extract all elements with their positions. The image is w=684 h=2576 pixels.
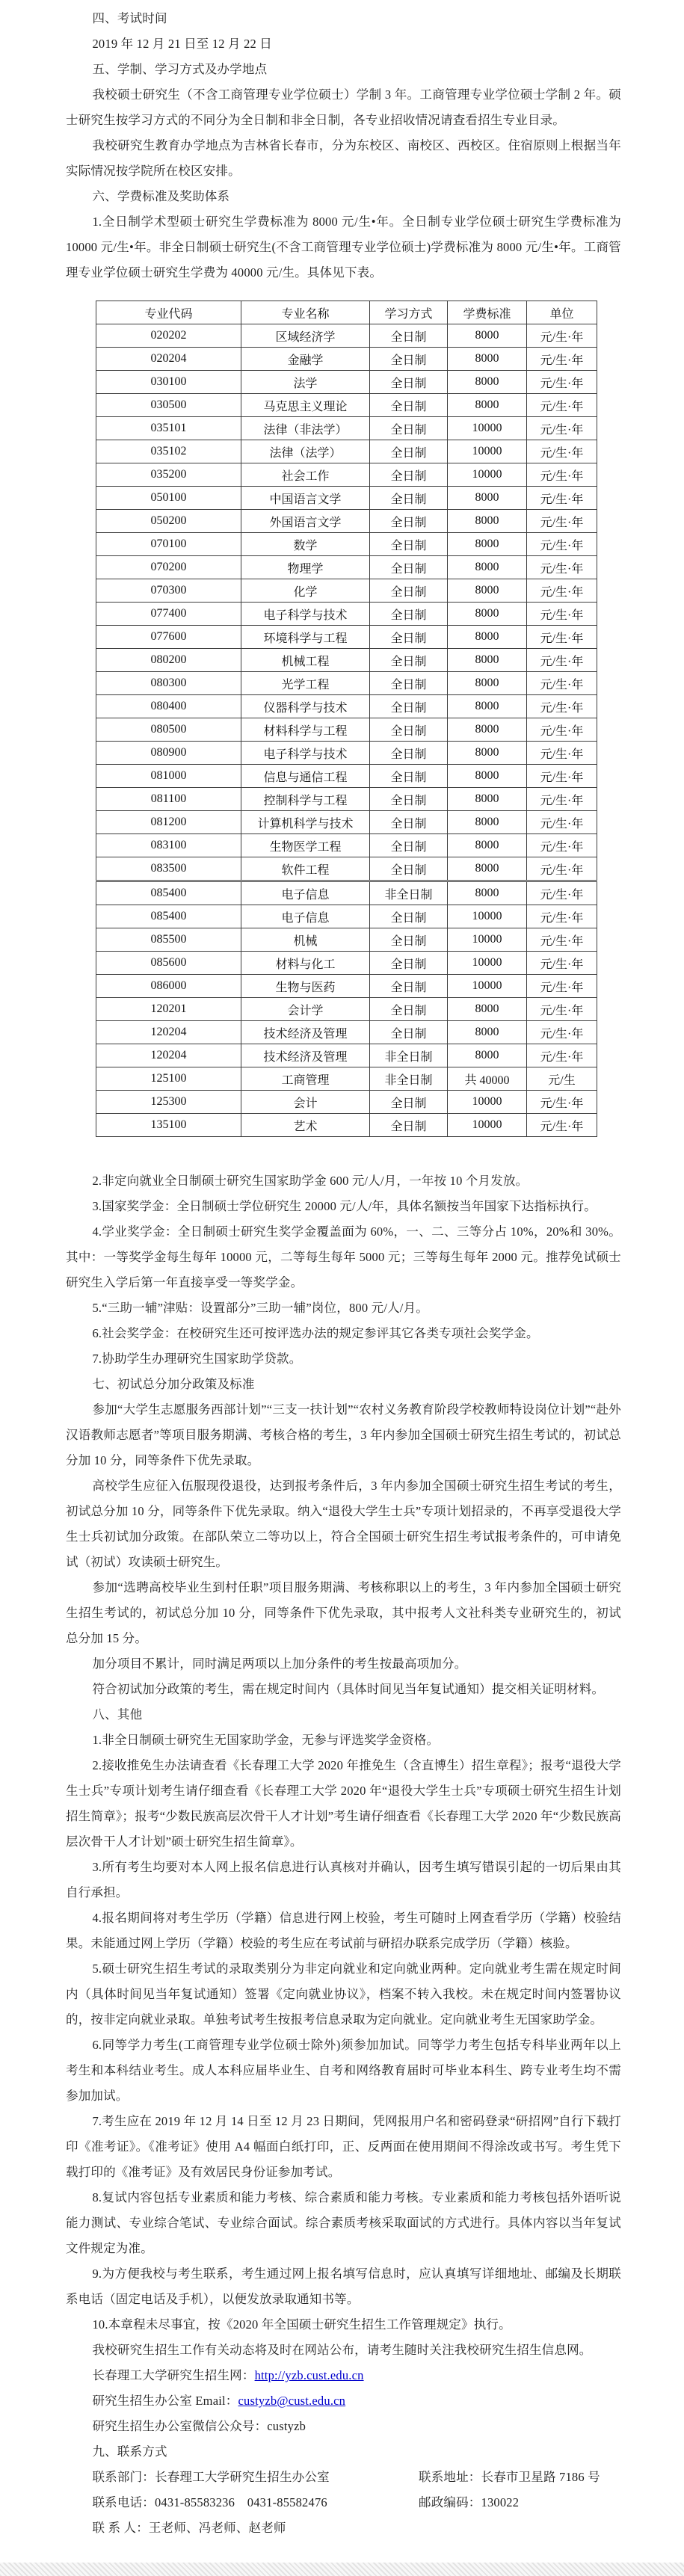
table-cell: 材料与化工 <box>241 952 370 975</box>
table-cell: 元/生·年 <box>527 440 597 463</box>
table-cell: 全日制 <box>370 695 448 718</box>
paragraph: 9.为方便我校与考生联系，考生通过网上报名填写信息时，应认真填写详细地址、邮编及长期联系电话（固定电话及手机），以便发放录取通知书等。 <box>66 2267 621 2306</box>
table-header-cell: 学习方式 <box>370 301 448 324</box>
link-line <box>66 2363 621 2388</box>
table-cell: 全日制 <box>370 440 448 463</box>
paragraph: 3.国家奖学金：全日制硕士学位研究生 20000 元/人/年，具体名额按当年国家下达指标执行。 <box>92 1199 597 1213</box>
table-cell: 元/生·年 <box>527 788 597 811</box>
table-cell: 全日制 <box>370 998 448 1021</box>
table-cell: 元/生·年 <box>527 834 597 857</box>
table-row <box>96 603 597 626</box>
table-cell: 元/生·年 <box>527 579 597 603</box>
table-cell: 金融学 <box>241 348 370 371</box>
table-cell: 全日制 <box>370 556 448 579</box>
admissions-email-link[interactable]: custyzb@cust.edu.cn <box>238 2394 346 2408</box>
table-cell: 元/生·年 <box>527 417 597 440</box>
table-cell: 法律（法学） <box>241 440 370 463</box>
table-row <box>96 765 597 788</box>
table-row <box>96 672 597 695</box>
table-cell: 10000 <box>448 463 527 487</box>
contact-right: 邮政编码：130022 <box>419 2495 520 2509</box>
table-row <box>96 556 597 579</box>
table-cell: 8000 <box>448 649 527 672</box>
table-cell: 生物与医药 <box>241 975 370 998</box>
table-row <box>96 788 597 811</box>
table-cell: 会计 <box>241 1091 370 1114</box>
table-row <box>96 1114 597 1137</box>
table-cell: 全日制 <box>370 603 448 626</box>
table-cell: 085500 <box>96 928 241 952</box>
table-cell: 020202 <box>96 324 241 348</box>
table-cell: 元/生·年 <box>527 695 597 718</box>
table-cell: 8000 <box>448 1021 527 1044</box>
table-cell: 081100 <box>96 788 241 811</box>
table-cell: 全日制 <box>370 975 448 998</box>
paragraph: 1.非全日制硕士研究生无国家助学金，无参与评选奖学金资格。 <box>92 1733 440 1747</box>
table-cell: 全日制 <box>370 510 448 533</box>
table-cell: 物理学 <box>241 556 370 579</box>
table-cell: 元/生·年 <box>527 765 597 788</box>
table-row <box>96 371 597 394</box>
table-cell: 10000 <box>448 952 527 975</box>
paragraph: 5.硕士研究生招生考试的录取类别分为非定向就业和定向就业两种。定向就业考生需在规定时间内（具体时间见当年复试通知）签署《定向就业协议》，档案不转入我校。未在规定时间内签署协议的，按非定向就业录取。单独考试考生按报考信息录取为定向就业。定向就业考生无国家助学金。 <box>66 1962 621 2027</box>
table-cell: 050200 <box>96 510 241 533</box>
table-cell: 8000 <box>448 998 527 1021</box>
table-cell: 元/生·年 <box>527 348 597 371</box>
table-cell: 8000 <box>448 371 527 394</box>
paragraph: 我校研究生招生工作有关动态将及时在网站公布，请考生随时关注我校研究生招生信息网。 <box>92 2343 592 2357</box>
table-cell: 外国语言文学 <box>241 510 370 533</box>
table-row <box>96 440 597 463</box>
section-heading: 六、学费标准及奖助体系 <box>92 189 230 203</box>
table-cell: 全日制 <box>370 348 448 371</box>
table-cell: 元/生·年 <box>527 1044 597 1067</box>
table-cell: 元/生·年 <box>527 998 597 1021</box>
paragraph: 参加“大学生志愿服务西部计划”“三支一扶计划”“农村义务教育阶段学校教师特设岗位计划”“赴外汉语教师志愿者”等项目服务期满、考核合格的考生，3 年内参加全国硕士研究生招生考试的，初试总分加 10 分，同等条件下优先录取。 <box>66 1402 621 1467</box>
table-cell: 077600 <box>96 626 241 649</box>
table-cell: 120204 <box>96 1044 241 1067</box>
table-row <box>96 1091 597 1114</box>
table-cell: 070100 <box>96 533 241 556</box>
table-cell: 10000 <box>448 905 527 928</box>
table-row <box>96 649 597 672</box>
paragraph: 加分项目不累计，同时满足两项以上加分条件的考生按最高项加分。 <box>92 1657 467 1671</box>
table-cell: 083500 <box>96 857 241 881</box>
table-cell: 全日制 <box>370 649 448 672</box>
table-cell: 法律（非法学） <box>241 417 370 440</box>
table-cell: 元/生·年 <box>527 881 597 905</box>
table-cell: 生物医学工程 <box>241 834 370 857</box>
table-cell: 非全日制 <box>370 1067 448 1091</box>
paragraph: 8.复试内容包括专业素质和能力考核、综合素质和能力考核。专业素质和能力考核包括外语听说能力测试、专业综合笔试、专业综合面试。综合素质考核采取面试的方式进行。具体内容以当年复试文件规定为准。 <box>66 2190 621 2255</box>
table-cell: 元/生·年 <box>527 952 597 975</box>
table-cell: 材料科学与工程 <box>241 718 370 742</box>
table-cell: 8000 <box>448 348 527 371</box>
table-cell: 030100 <box>96 371 241 394</box>
table-cell: 环境科学与工程 <box>241 626 370 649</box>
table-cell: 元/生·年 <box>527 510 597 533</box>
table-row <box>96 510 597 533</box>
table-cell: 法学 <box>241 371 370 394</box>
table-cell: 全日制 <box>370 417 448 440</box>
contact-right: 联系地址：长春市卫星路 7186 号 <box>419 2470 600 2484</box>
table-cell: 全日制 <box>370 742 448 765</box>
table-cell: 8000 <box>448 1044 527 1067</box>
table-cell: 8000 <box>448 788 527 811</box>
table-cell: 控制科学与工程 <box>241 788 370 811</box>
table-cell: 会计学 <box>241 998 370 1021</box>
table-cell: 全日制 <box>370 811 448 834</box>
table-cell: 艺术 <box>241 1114 370 1137</box>
table-cell: 元/生·年 <box>527 626 597 649</box>
table-row <box>96 533 597 556</box>
table-cell: 全日制 <box>370 1091 448 1114</box>
table-cell: 信息与通信工程 <box>241 765 370 788</box>
table-cell: 元/生·年 <box>527 371 597 394</box>
table-cell: 080200 <box>96 649 241 672</box>
table-cell: 全日制 <box>370 371 448 394</box>
paragraph: 3.所有考生均要对本人网上报名信息进行认真核对并确认，因考生填写错误引起的一切后果由其自行承担。 <box>66 1860 621 1899</box>
table-cell: 全日制 <box>370 765 448 788</box>
paragraph: 2.非定向就业全日制硕士研究生国家助学金 600 元/人/月，一年按 10 个月发放。 <box>92 1174 529 1188</box>
table-cell: 8000 <box>448 394 527 417</box>
section-heading: 七、初试总分加分政策及标准 <box>92 1377 255 1391</box>
table-cell: 035101 <box>96 417 241 440</box>
table-cell: 070300 <box>96 579 241 603</box>
table-cell: 8000 <box>448 742 527 765</box>
table-row <box>96 626 597 649</box>
table-cell: 8000 <box>448 672 527 695</box>
table-cell: 马克思主义理论 <box>241 394 370 417</box>
section-heading: 九、联系方式 <box>92 2444 167 2459</box>
table-cell: 8000 <box>448 487 527 510</box>
table-cell: 光学工程 <box>241 672 370 695</box>
table-cell: 全日制 <box>370 952 448 975</box>
table-header-cell: 单位 <box>527 301 597 324</box>
table-cell: 元/生·年 <box>527 811 597 834</box>
table-cell: 元/生·年 <box>527 857 597 881</box>
table-cell: 非全日制 <box>370 881 448 905</box>
table-cell: 120201 <box>96 998 241 1021</box>
table-cell: 元/生·年 <box>527 1021 597 1044</box>
paragraph: 7.考生应在 2019 年 12 月 14 日至 12 月 23 日期间，凭网报用户名和密码登录“研招网”自行下载打印《准考证》。《准考证》使用 A4 幅面白纸打印，正、反两面在使用期间不得涂改或书写。考生凭下载打印的《准考证》及有效居民身份证参加考试。 <box>66 2114 621 2179</box>
table-cell: 8000 <box>448 626 527 649</box>
table-cell: 元/生·年 <box>527 718 597 742</box>
paragraph: 联 系 人：王老师、冯老师、赵老师 <box>92 2521 286 2535</box>
table-cell: 全日制 <box>370 788 448 811</box>
link-line <box>66 2388 621 2414</box>
link-prefix: 研究生招生办公室 Email： <box>92 2394 238 2408</box>
table-cell: 非全日制 <box>370 1044 448 1067</box>
table-cell: 电子信息 <box>241 881 370 905</box>
table-cell: 社会工作 <box>241 463 370 487</box>
table-cell: 8000 <box>448 510 527 533</box>
table-cell: 元/生·年 <box>527 975 597 998</box>
table-cell: 030500 <box>96 394 241 417</box>
table-cell: 081000 <box>96 765 241 788</box>
table-cell: 125100 <box>96 1067 241 1091</box>
table-cell: 元/生·年 <box>527 742 597 765</box>
table-cell: 元/生·年 <box>527 533 597 556</box>
table-row <box>96 998 597 1021</box>
table-cell: 077400 <box>96 603 241 626</box>
table-cell: 全日制 <box>370 857 448 881</box>
table-cell: 全日制 <box>370 533 448 556</box>
table-cell: 085600 <box>96 952 241 975</box>
table-cell: 全日制 <box>370 1021 448 1044</box>
table-cell: 8000 <box>448 324 527 348</box>
paragraph: 10.本章程未尽事宜，按《2020 年全国硕士研究生招生工作管理规定》执行。 <box>92 2317 511 2332</box>
paragraph: 1.全日制学术型硕士研究生学费标准为 8000 元/生•年。全日制专业学位硕士研究生学费标准为 10000 元/生•年。非全日制硕士研究生(不含工商管理专业学位硕士)学费标准为 8000 元/生•年。工商管理专业学位硕士研究生学费为 40000 元/生。具体见下表。 <box>66 215 621 280</box>
table-cell: 035200 <box>96 463 241 487</box>
table-cell: 全日制 <box>370 394 448 417</box>
table-row <box>96 1044 597 1067</box>
section-heading: 五、学制、学习方式及办学地点 <box>92 62 268 76</box>
table-cell: 技术经济及管理 <box>241 1044 370 1067</box>
table-row <box>96 487 597 510</box>
admissions-site-link[interactable]: http://yzb.cust.edu.cn <box>254 2368 364 2382</box>
table-cell: 8000 <box>448 811 527 834</box>
tuition-fee-table <box>96 301 597 1137</box>
table-cell: 元/生·年 <box>527 487 597 510</box>
table-cell: 全日制 <box>370 672 448 695</box>
table-cell: 计算机科学与技术 <box>241 811 370 834</box>
table-cell: 8000 <box>448 765 527 788</box>
table-cell: 软件工程 <box>241 857 370 881</box>
paragraph: 7.协助学生办理研究生国家助学贷款。 <box>92 1352 302 1366</box>
table-cell: 数学 <box>241 533 370 556</box>
table-row <box>96 905 597 928</box>
table-row <box>96 857 597 881</box>
table-cell: 080500 <box>96 718 241 742</box>
table-row <box>96 394 597 417</box>
table-cell: 全日制 <box>370 928 448 952</box>
table-cell: 10000 <box>448 975 527 998</box>
table-cell: 125300 <box>96 1091 241 1114</box>
table-cell: 元/生·年 <box>527 1114 597 1137</box>
table-cell: 全日制 <box>370 463 448 487</box>
table-cell: 035102 <box>96 440 241 463</box>
table-cell: 080400 <box>96 695 241 718</box>
table-row <box>96 1067 597 1091</box>
table-cell: 元/生·年 <box>527 649 597 672</box>
table-cell: 050100 <box>96 487 241 510</box>
table-header-cell: 专业名称 <box>241 301 370 324</box>
table-cell: 8000 <box>448 695 527 718</box>
table-row <box>96 928 597 952</box>
table-cell: 工商管理 <box>241 1067 370 1091</box>
content-blocks <box>66 6 621 2541</box>
table-cell: 化学 <box>241 579 370 603</box>
contact-left: 联系部门：长春理工大学研究生招生办公室 <box>92 2470 330 2484</box>
table-cell: 8000 <box>448 556 527 579</box>
table-cell: 085400 <box>96 905 241 928</box>
page-bottom-hatch <box>0 2563 684 2576</box>
table-cell: 元/生·年 <box>527 556 597 579</box>
table-row <box>96 695 597 718</box>
table-cell: 机械工程 <box>241 649 370 672</box>
table-cell: 8000 <box>448 533 527 556</box>
table-row <box>96 579 597 603</box>
table-cell: 全日制 <box>370 579 448 603</box>
table-cell: 083100 <box>96 834 241 857</box>
table-row <box>96 417 597 440</box>
contact-line <box>66 2465 621 2490</box>
table-cell: 全日制 <box>370 834 448 857</box>
paragraph: 参加“选聘高校毕业生到村任职”项目服务期满、考核称职以上的考生，3 年内参加全国硕士研究生招生考试的，初试总分加 10 分，同等条件下优先录取，其中报考人文社科类专业研究生的，初试总分加 15 分。 <box>66 1580 621 1645</box>
table-cell: 共 40000 <box>448 1067 527 1091</box>
table-cell: 081200 <box>96 811 241 834</box>
table-cell: 8000 <box>448 834 527 857</box>
table-cell: 中国语言文学 <box>241 487 370 510</box>
table-cell: 全日制 <box>370 718 448 742</box>
table-cell: 全日制 <box>370 626 448 649</box>
paragraph: 高校学生应征入伍服现役退役，达到报考条件后，3 年内参加全国硕士研究生招生考试的考生，初试总分加 10 分，同等条件下优先录取。纳入“退役大学生士兵”专项计划招录的，不再享受退役大学生士兵初试加分政策。在部队荣立二等功以上，符合全国硕士研究生招生考试报考条件的，可申请免试（初试）攻读硕士研究生。 <box>66 1479 621 1569</box>
table-cell: 元/生·年 <box>527 1091 597 1114</box>
table-cell: 电子科学与技术 <box>241 603 370 626</box>
table-cell: 070200 <box>96 556 241 579</box>
table-row <box>96 975 597 998</box>
table-cell: 10000 <box>448 928 527 952</box>
table-cell: 10000 <box>448 440 527 463</box>
paragraph: 2019 年 12 月 21 日至 12 月 22 日 <box>92 37 272 51</box>
table-cell: 元/生·年 <box>527 394 597 417</box>
table-cell: 8000 <box>448 881 527 905</box>
table-cell: 全日制 <box>370 487 448 510</box>
table-cell: 元/生·年 <box>527 463 597 487</box>
table-cell: 8000 <box>448 603 527 626</box>
table-row <box>96 742 597 765</box>
table-header-row <box>96 301 597 324</box>
table-cell: 085400 <box>96 881 241 905</box>
table-cell: 元/生·年 <box>527 905 597 928</box>
table-cell: 电子信息 <box>241 905 370 928</box>
table-cell: 区域经济学 <box>241 324 370 348</box>
table-row <box>96 463 597 487</box>
paragraph: 6.同等学力考生(工商管理专业学位硕士除外)须参加加试。同等学力考生包括专科毕业两年以上考生和本科结业考生。成人本科应届毕业生、自考和网络教育届时可毕业本科生、跨专业考生均不需参加加试。 <box>66 2038 621 2103</box>
table-cell: 020204 <box>96 348 241 371</box>
table-row <box>96 1021 597 1044</box>
table-cell: 8000 <box>448 718 527 742</box>
table-cell: 全日制 <box>370 905 448 928</box>
table-cell: 元/生·年 <box>527 672 597 695</box>
paragraph: 我校研究生教育办学地点为吉林省长春市，分为东校区、南校区、西校区。住宿原则上根据当年实际情况按学院所在校区安排。 <box>66 138 621 178</box>
table-row <box>96 952 597 975</box>
table-cell: 080900 <box>96 742 241 765</box>
table-row <box>96 881 597 905</box>
table-cell: 元/生·年 <box>527 324 597 348</box>
table-cell: 8000 <box>448 579 527 603</box>
table-cell: 全日制 <box>370 324 448 348</box>
table-cell: 元/生·年 <box>527 928 597 952</box>
paragraph: 4.报名期间将对考生学历（学籍）信息进行网上校验，考生可随时上网查看学历（学籍）校验结果。未能通过网上学历（学籍）校验的考生应在考试前与研招办联系完成学历（学籍）核验。 <box>66 1911 621 1950</box>
table-cell: 元/生·年 <box>527 603 597 626</box>
table-cell: 仪器科学与技术 <box>241 695 370 718</box>
table-row <box>96 348 597 371</box>
paragraph: 6.社会奖学金：在校研究生还可按评选办法的规定参评其它各类专项社会奖学金。 <box>92 1326 539 1340</box>
table-cell: 技术经济及管理 <box>241 1021 370 1044</box>
table-cell: 机械 <box>241 928 370 952</box>
table-row <box>96 718 597 742</box>
paragraph: 研究生招生办公室微信公众号：custyzb <box>92 2419 306 2433</box>
table-cell: 8000 <box>448 857 527 881</box>
table-row <box>96 324 597 348</box>
table-header-cell: 学费标准 <box>448 301 527 324</box>
paragraph: 我校硕士研究生（不含工商管理专业学位硕士）学制 3 年。工商管理专业学位硕士学制 2 年。硕士研究生按学习方式的不同分为全日制和非全日制，各专业招收情况请查看招生专业目录。 <box>66 87 621 127</box>
table-header-cell: 专业代码 <box>96 301 241 324</box>
table-cell: 10000 <box>448 417 527 440</box>
table-cell: 10000 <box>448 1114 527 1137</box>
table-cell: 120204 <box>96 1021 241 1044</box>
link-prefix: 长春理工大学研究生招生网： <box>92 2368 255 2382</box>
contact-line <box>66 2490 621 2515</box>
table-cell: 电子科学与技术 <box>241 742 370 765</box>
table-cell: 080300 <box>96 672 241 695</box>
table-cell: 元/生 <box>527 1067 597 1091</box>
table-cell: 10000 <box>448 1091 527 1114</box>
paragraph: 符合初试加分政策的考生，需在规定时间内（具体时间见当年复试通知）提交相关证明材料。 <box>92 1682 605 1696</box>
contact-left: 联系电话：0431-85583236 0431-85582476 <box>92 2495 327 2509</box>
section-heading: 八、其他 <box>92 1707 143 1722</box>
section-heading: 四、考试时间 <box>92 11 167 25</box>
table-cell: 135100 <box>96 1114 241 1137</box>
table-cell: 086000 <box>96 975 241 998</box>
paragraph: 2.接收推免生办法请查看《长春理工大学 2020 年推免生（含直博生）招生章程》；报考“退役大学生士兵”专项计划考生请仔细查看《长春理工大学 2020 年“退役大学生士兵”专项硕士研究生招生计划招生简章》；报考“少数民族高层次骨干人才计划”考生请仔细查看《长春理工大学 2020 年“少数民族高层次骨干人才计划”硕士研究生招生简章》。 <box>66 1758 621 1849</box>
table-cell: 全日制 <box>370 1114 448 1137</box>
table-row <box>96 834 597 857</box>
paragraph: 4.学业奖学金：全日制硕士研究生奖学金覆盖面为 60%，一、二、三等分占 10%，20%和 30%。其中：一等奖学金每生每年 10000 元，二等每生每年 5000 元；三等每生每年 2000 元。推荐免试硕士研究生入学后第一年直接享受一等奖学金。 <box>66 1224 621 1289</box>
paragraph: 5.“三助一辅”津贴：设置部分”三助一辅”岗位，800 元/人/月。 <box>92 1301 428 1315</box>
table-row <box>96 811 597 834</box>
